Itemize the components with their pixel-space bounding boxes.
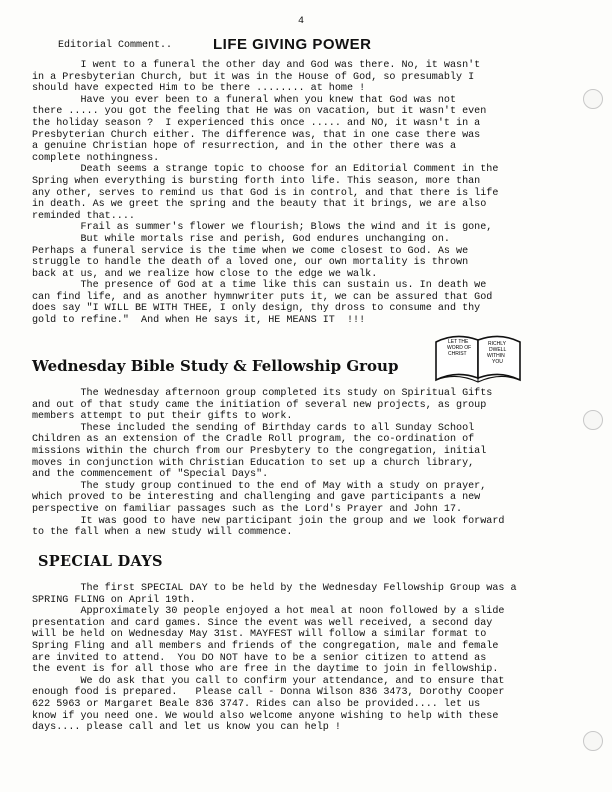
text-line: days.... please call and let us know you can help !	[32, 722, 341, 734]
text-line: the event is for all those who are free in the daytime to join in fellowship.	[32, 664, 499, 676]
text-line: complete nothingness.	[32, 152, 160, 164]
text-line: and the commencement of "Special Days".	[32, 469, 269, 481]
hymn-line: Frail as summer's flower we flourish; Blows the wind and it is gone,	[32, 222, 493, 234]
book-word: LET THE	[448, 339, 469, 345]
text-line: know if you need one. We would also welcome anyone wishing to help with these	[32, 710, 499, 722]
text-line: should have expected Him to be there ........ at home !	[32, 83, 366, 95]
text-line: perspective on familiar passages such as the Lord's Prayer and John 17.	[32, 503, 463, 515]
text-line: SPRING FLING on April 19th.	[32, 594, 196, 606]
text-line: the holiday season ? I experienced this once ..... and NO, it wasn't in a	[32, 117, 481, 129]
book-word: YOU	[492, 359, 503, 365]
text-line: Spring when everything is bursting forth into life. This season, more than	[32, 175, 481, 187]
text-line: can find life, and as another hymnwriter puts it, we can be assured that God	[32, 291, 493, 303]
text-line: which proved to be interesting and challenging and gave participants a new	[32, 492, 481, 504]
text-line: missions within the church from our Presbytery to the congregation, initial	[32, 445, 487, 457]
text-line: are invited to attend. You DO NOT have to be a senior citizen to attend as	[32, 652, 487, 664]
text-line: and out of that study came the initiation of several new projects, as group	[32, 399, 487, 411]
text-line: in a Presbyterian Church, but it was in the House of God, so presumably I	[32, 71, 475, 83]
text-line: presentation and card games. Since the event was well received, a second day	[32, 617, 493, 629]
book-word: CHRIST	[448, 351, 467, 357]
text-line: Spring Fling and all members and friends of the congregation, male and female	[32, 640, 499, 652]
text-line: reminded that....	[32, 210, 135, 222]
text-line: struggle to handle the death of a loved one, our own mortality is thrown	[32, 257, 469, 269]
special-days-title: SPECIAL DAYS	[38, 553, 163, 570]
text-line: members attempt to put their gifts to work.	[32, 411, 293, 423]
hymn-line: But while mortals rise and perish, God endures unchanging on.	[32, 233, 450, 245]
text-line: Perhaps a funeral service is the time when we come closest to God. As we	[32, 245, 469, 257]
editorial-label: Editorial Comment..	[58, 40, 173, 51]
text-line: 622 5963 or Margaret Beale 836 3747. Rides can also be provided.... let us	[32, 698, 481, 710]
page-number: 4	[298, 16, 305, 27]
text-line: to the fall when a new study will commence.	[32, 527, 293, 539]
text-line: does say "I WILL BE WITH THEE, I only design, thy dross to consume and thy	[32, 303, 481, 315]
text-line: Have you ever been to a funeral when you knew that God was not	[32, 94, 457, 106]
bible-study-body	[32, 388, 606, 539]
text-line: there ..... you got the feeling that He was on vacation, but it wasn't even	[32, 106, 487, 118]
text-line: Presbyterian Church either. The difference was, that in one case there was	[32, 129, 481, 141]
binder-hole	[583, 89, 603, 109]
book-word: WITHIN	[487, 353, 505, 359]
binder-hole	[583, 731, 603, 751]
book-word: WORD OF	[447, 345, 472, 351]
text-line: moves in conjunction with Christian Education to set up a church library,	[32, 457, 475, 469]
text-line: gold to refine." And when He says it, HE MEANS IT !!!	[32, 315, 366, 327]
text-line: Death seems a strange topic to choose for an Editorial Comment in the	[32, 164, 499, 176]
text-line: I went to a funeral the other day and God was there. No, it wasn't	[32, 60, 481, 71]
editorial-title: LIFE GIVING POWER	[213, 36, 372, 53]
text-line: We do ask that you call to confirm your attendance, and to ensure that	[32, 675, 505, 687]
bible-study-title: Wednesday Bible Study & Fellowship Group	[32, 357, 399, 375]
text-line: will be held on Wednesday May 31st. MAYFEST will follow a similar format to	[32, 629, 487, 641]
text-line: in death. As we greet the spring and the beauty that it brings, we are also	[32, 199, 487, 211]
book-word: DWELL	[489, 347, 507, 353]
text-line: a genuine Christian hope of resurrection, and in the other there was a	[32, 141, 457, 153]
text-line: The Wednesday afternoon group completed its study on Spiritual Gifts	[32, 388, 493, 399]
text-line: The presence of God at a time like this can sustain us. In death we	[32, 280, 487, 292]
book-word: RICHLY	[488, 341, 506, 347]
text-line: back at us, and we realize how close to the edge we walk.	[32, 268, 378, 280]
text-line: enough food is prepared. Please call - Donna Wilson 836 3473, Dorothy Cooper	[32, 687, 505, 699]
text-line: Children as an extension of the Cradle Roll program, the co-ordination of	[32, 434, 475, 446]
open-bible-illustration	[432, 328, 526, 384]
text-line: any other, serves to remind us that God is in control, and that there is life	[32, 187, 499, 199]
text-line: The study group continued to the end of May with a study on prayer,	[32, 480, 487, 492]
editorial-body	[32, 60, 606, 327]
binder-hole	[583, 410, 603, 430]
text-line: It was good to have new participant join the group and we look forward	[32, 515, 505, 527]
text-line: These included the sending of Birthday cards to all Sunday School	[32, 422, 475, 434]
text-line: The first SPECIAL DAY to be held by the Wednesday Fellowship Group was a	[32, 583, 517, 594]
special-days-body	[32, 583, 606, 734]
text-line: Approximately 30 people enjoyed a hot meal at noon followed by a slide	[32, 606, 505, 618]
